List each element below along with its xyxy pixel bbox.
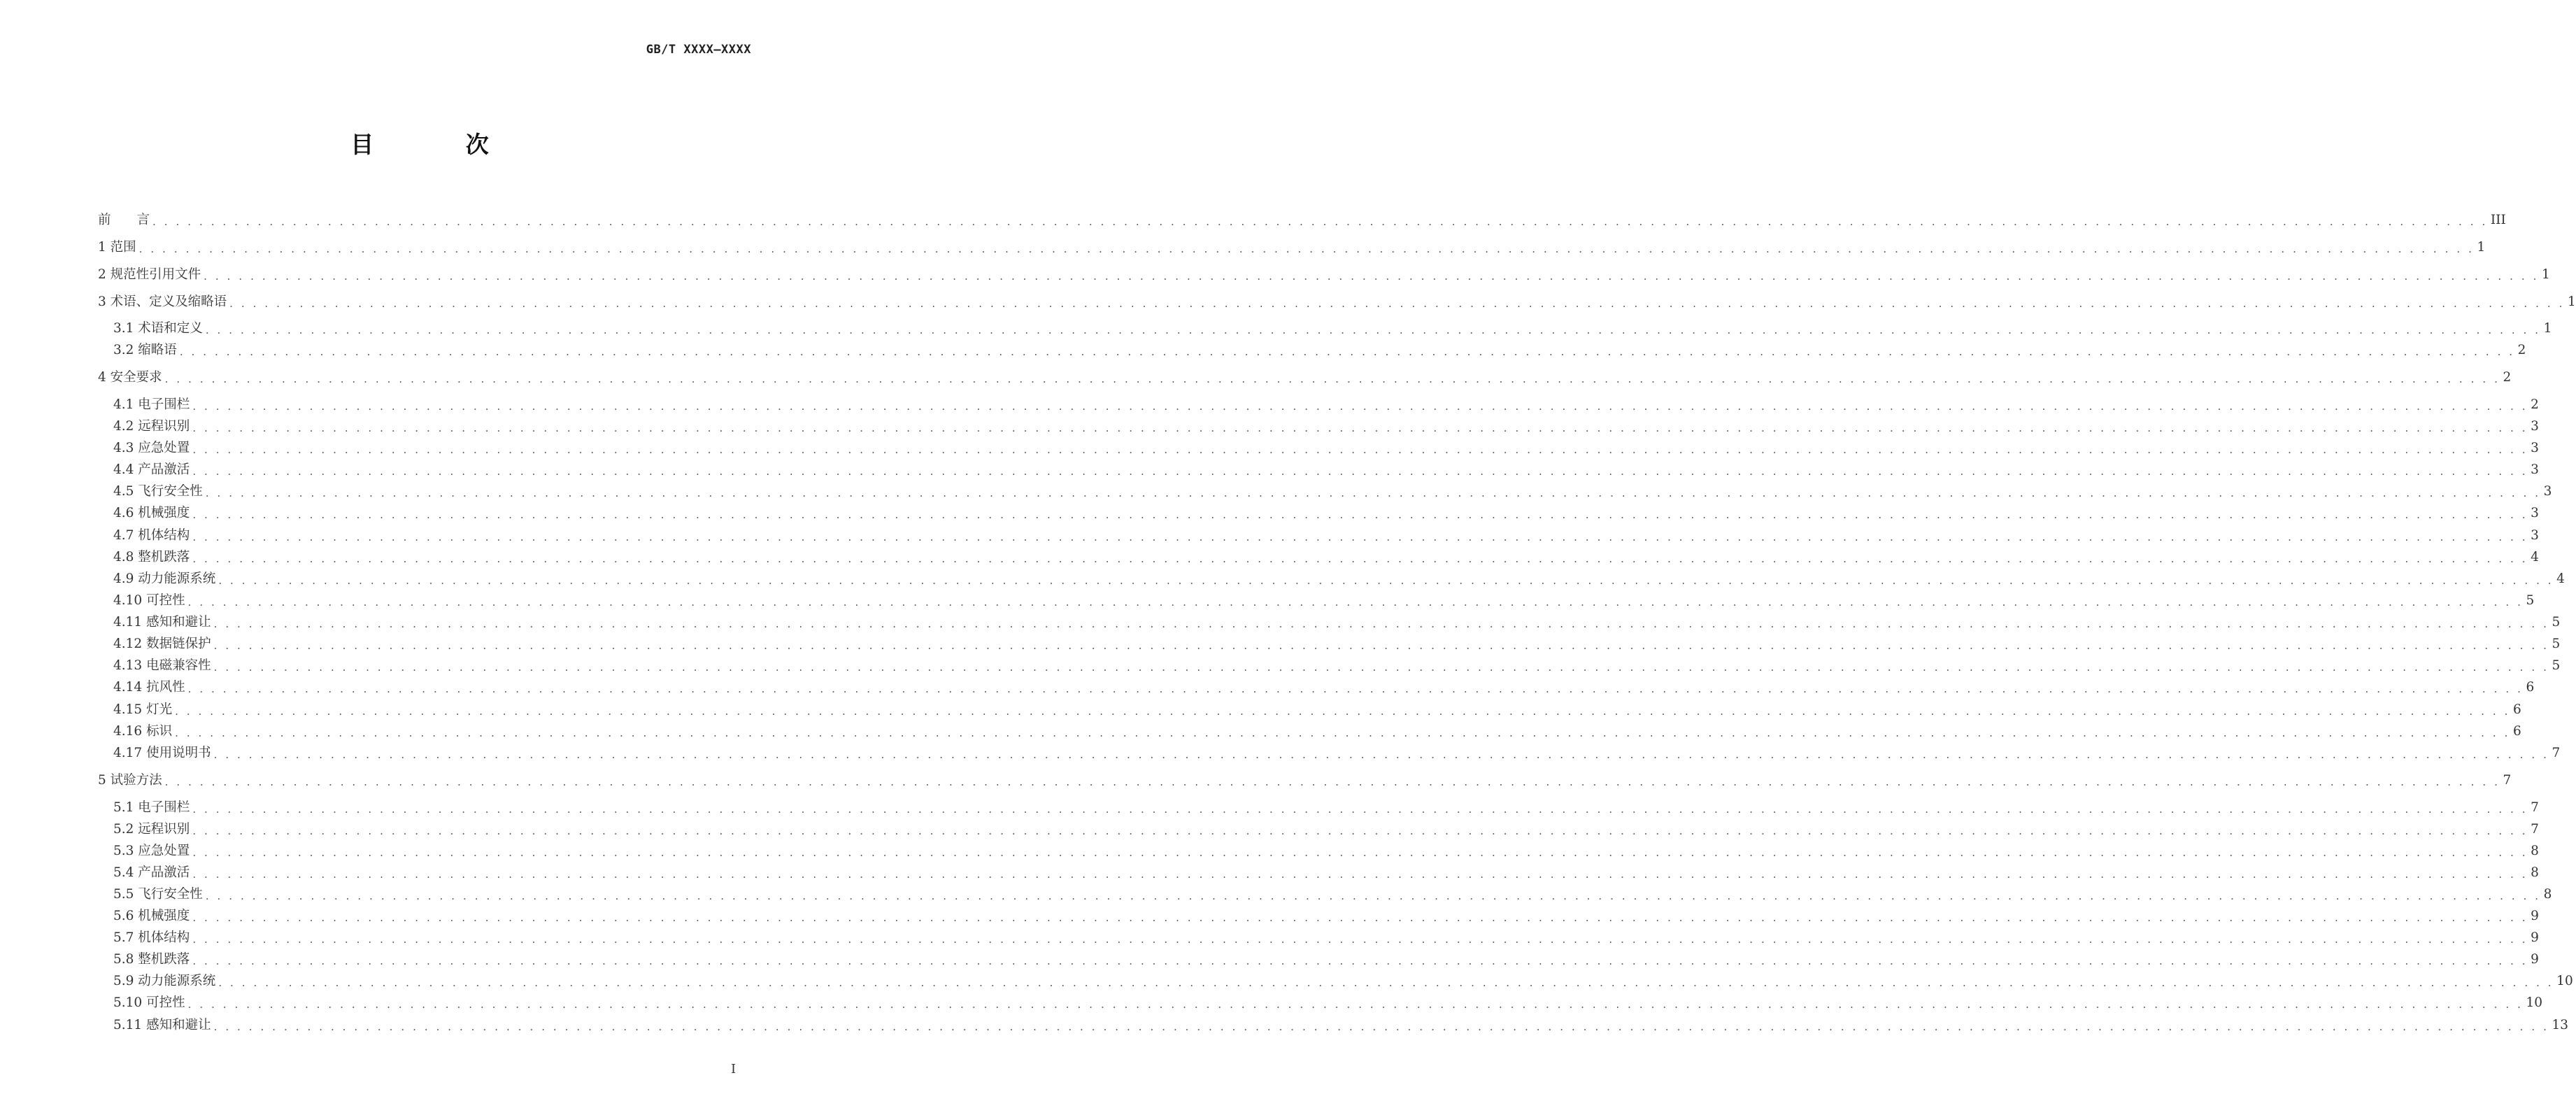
toc-entry[interactable] [113, 701, 2521, 719]
toc-entry[interactable] [113, 907, 2539, 925]
dot-leader: . . . . . . . . . . . . . . . . . . . . . . . . . . . . . . . . . . . . . . . . . . . . . . . . . . . . . . . . . . . . . . . . . . . . . . . . . . . . . . . . . . . . . . . . . . . . . . . . . . . . . . . . . . . . . . . . . . . . . . . . . . . . . . . . . . . . . . . . . . . . . . . . . . . . . . . . . . . . . . . . . . . . . . . . . . . . . . . . . . . . . . . . . . . . . . . . . . . . . . . . [205, 890, 2541, 902]
dot-leader: . . . . . . . . . . . . . . . . . . . . . . . . . . . . . . . . . . . . . . . . . . . . . . . . . . . . . . . . . . . . . . . . . . . . . . . . . . . . . . . . . . . . . . . . . . . . . . . . . . . . . . . . . . . . . . . . . . . . . . . . . . . . . . . . . . . . . . . . . . . . . . . . . . . . . . . . . . . . . . . . . . . . . . . . . . . . . . . . . . . . . . . . . . . . . . . . . . . . . . . . [213, 639, 2549, 652]
dot-leader: . . . . . . . . . . . . . . . . . . . . . . . . . . . . . . . . . . . . . . . . . . . . . . . . . . . . . . . . . . . . . . . . . . . . . . . . . . . . . . . . . . . . . . . . . . . . . . . . . . . . . . . . . . . . . . . . . . . . . . . . . . . . . . . . . . . . . . . . . . . . . . . . . . . . . . . . . . . . . . . . . . . . . . . . . . . . . . . . . . . . . . . . . . . . . . . . . . . . . . . . [192, 553, 2528, 565]
toc-entry-label: 4.11 感知和避让 [113, 615, 211, 630]
toc-entry[interactable] [113, 439, 2539, 457]
dot-leader: . . . . . . . . . . . . . . . . . . . . . . . . . . . . . . . . . . . . . . . . . . . . . . . . . . . . . . . . . . . . . . . . . . . . . . . . . . . . . . . . . . . . . . . . . . . . . . . . . . . . . . . . . . . . . . . . . . . . . . . . . . . . . . . . . . . . . . . . . . . . . . . . . . . . . . . . . . . . . . . . . . . . . . . . . . . . . . . . . . . . . . . . . . . . . . . . . . . . . . . . [218, 574, 2554, 587]
toc-entry[interactable] [98, 266, 2550, 284]
toc-entry-page: 2 [2517, 343, 2526, 357]
toc-entry-label: 3 术语、定义及缩略语 [98, 294, 227, 309]
toc-entry[interactable] [113, 592, 2535, 610]
toc-entry-label: 4.10 可控性 [113, 593, 185, 608]
toc-entry-page: 9 [2531, 930, 2539, 945]
toc-entry[interactable] [113, 679, 2535, 697]
toc-entry-label: 2 规范性引用文件 [98, 267, 201, 282]
dot-leader: . . . . . . . . . . . . . . . . . . . . . . . . . . . . . . . . . . . . . . . . . . . . . . . . . . . . . . . . . . . . . . . . . . . . . . . . . . . . . . . . . . . . . . . . . . . . . . . . . . . . . . . . . . . . . . . . . . . . . . . . . . . . . . . . . . . . . . . . . . . . . . . . . . . . . . . . . . . . . . . . . . . . . . . . . . . . . . . . . . . . . . . . . . . . . . . . . . . . . . . . [229, 297, 2566, 310]
toc-entry-label: 5.6 机械强度 [113, 909, 190, 923]
toc-entry-label: 4.13 电磁兼容性 [113, 658, 211, 673]
dot-leader: . . . . . . . . . . . . . . . . . . . . . . . . . . . . . . . . . . . . . . . . . . . . . . . . . . . . . . . . . . . . . . . . . . . . . . . . . . . . . . . . . . . . . . . . . . . . . . . . . . . . . . . . . . . . . . . . . . . . . . . . . . . . . . . . . . . . . . . . . . . . . . . . . . . . . . . . . . . . . . . . . . . . . . . . . . . . . . . . . . . . . . . . . . . . . . . . . . . . . . . . [164, 373, 2500, 385]
toc-entry-page: 1 [2477, 240, 2486, 255]
toc-entry-page: 7 [2531, 822, 2539, 837]
dot-leader: . . . . . . . . . . . . . . . . . . . . . . . . . . . . . . . . . . . . . . . . . . . . . . . . . . . . . . . . . . . . . . . . . . . . . . . . . . . . . . . . . . . . . . . . . . . . . . . . . . . . . . . . . . . . . . . . . . . . . . . . . . . . . . . . . . . . . . . . . . . . . . . . . . . . . . . . . . . . . . . . . . . . . . . . . . . . . . . . . . . . . . . . . . . . . . . . . . . . . . . . [164, 776, 2500, 788]
toc-entry-page: 3 [2543, 484, 2552, 499]
toc-entry-label: 5.7 机体结构 [113, 930, 190, 945]
toc-entry-label: 4.6 机械强度 [113, 506, 190, 520]
toc-entry-label: 4 安全要求 [98, 370, 162, 385]
toc-entry-page: 2 [2503, 370, 2512, 385]
toc-entry-label: 4.7 机体结构 [113, 528, 190, 543]
toc-entry-page: 3 [2531, 528, 2539, 543]
toc-entry-label: 4.3 应急处置 [113, 441, 190, 455]
toc-entry[interactable] [113, 1016, 2568, 1035]
toc-entry[interactable] [98, 772, 2512, 790]
toc-entry-label: 1 范围 [98, 240, 136, 255]
toc-entry-page: 5 [2552, 658, 2561, 673]
toc-entry[interactable] [113, 886, 2552, 904]
toc-entry[interactable] [113, 320, 2552, 338]
toc-entry[interactable] [113, 994, 2542, 1012]
dot-leader: . . . . . . . . . . . . . . . . . . . . . . . . . . . . . . . . . . . . . . . . . . . . . . . . . . . . . . . . . . . . . . . . . . . . . . . . . . . . . . . . . . . . . . . . . . . . . . . . . . . . . . . . . . . . . . . . . . . . . . . . . . . . . . . . . . . . . . . . . . . . . . . . . . . . . . . . . . . . . . . . . . . . . . . . . . . . . . . . . . . . . . . . . . . . . . . . . . . . . . . . [192, 465, 2528, 478]
toc-entry-label: 5.11 感知和避让 [113, 1018, 211, 1032]
toc-entry-page: 5 [2552, 637, 2561, 651]
toc-entry-page: 7 [2552, 746, 2561, 760]
toc-entry-page: 6 [2512, 724, 2521, 739]
toc-entry[interactable] [98, 211, 2506, 229]
toc-entry[interactable] [113, 548, 2539, 567]
dot-leader: . . . . . . . . . . . . . . . . . . . . . . . . . . . . . . . . . . . . . . . . . . . . . . . . . . . . . . . . . . . . . . . . . . . . . . . . . . . . . . . . . . . . . . . . . . . . . . . . . . . . . . . . . . . . . . . . . . . . . . . . . . . . . . . . . . . . . . . . . . . . . . . . . . . . . . . . . . . . . . . . . . . . . . . . . . . . . . . . . . . . . . . . . . . . . . . . . . . . . . . . [213, 748, 2549, 761]
dot-leader: . . . . . . . . . . . . . . . . . . . . . . . . . . . . . . . . . . . . . . . . . . . . . . . . . . . . . . . . . . . . . . . . . . . . . . . . . . . . . . . . . . . . . . . . . . . . . . . . . . . . . . . . . . . . . . . . . . . . . . . . . . . . . . . . . . . . . . . . . . . . . . . . . . . . . . . . . . . . . . . . . . . . . . . . . . . . . . . . . . . . . . . . . . . . . . . . . . . . . . . . [175, 727, 2510, 739]
dot-leader: . . . . . . . . . . . . . . . . . . . . . . . . . . . . . . . . . . . . . . . . . . . . . . . . . . . . . . . . . . . . . . . . . . . . . . . . . . . . . . . . . . . . . . . . . . . . . . . . . . . . . . . . . . . . . . . . . . . . . . . . . . . . . . . . . . . . . . . . . . . . . . . . . . . . . . . . . . . . . . . . . . . . . . . . . . . . . . . . . . . . . . . . . . . . . . . . . . . . . . . . [205, 487, 2541, 499]
toc-entry[interactable] [113, 396, 2539, 414]
toc-entry-page: 3 [2531, 419, 2539, 434]
dot-leader: . . . . . . . . . . . . . . . . . . . . . . . . . . . . . . . . . . . . . . . . . . . . . . . . . . . . . . . . . . . . . . . . . . . . . . . . . . . . . . . . . . . . . . . . . . . . . . . . . . . . . . . . . . . . . . . . . . . . . . . . . . . . . . . . . . . . . . . . . . . . . . . . . . . . . . . . . . . . . . . . . . . . . . . . . . . . . . . . . . . . . . . . . . . . . . . . . . . . . . . . [192, 933, 2528, 946]
dot-leader: . . . . . . . . . . . . . . . . . . . . . . . . . . . . . . . . . . . . . . . . . . . . . . . . . . . . . . . . . . . . . . . . . . . . . . . . . . . . . . . . . . . . . . . . . . . . . . . . . . . . . . . . . . . . . . . . . . . . . . . . . . . . . . . . . . . . . . . . . . . . . . . . . . . . . . . . . . . . . . . . . . . . . . . . . . . . . . . . . . . . . . . . . . . . . . . . . . . . . . . . [213, 1021, 2549, 1033]
toc-entry-page: 9 [2531, 952, 2539, 967]
toc-entry-label: 5.9 动力能源系统 [113, 974, 216, 988]
dot-leader: . . . . . . . . . . . . . . . . . . . . . . . . . . . . . . . . . . . . . . . . . . . . . . . . . . . . . . . . . . . . . . . . . . . . . . . . . . . . . . . . . . . . . . . . . . . . . . . . . . . . . . . . . . . . . . . . . . . . . . . . . . . . . . . . . . . . . . . . . . . . . . . . . . . . . . . . . . . . . . . . . . . . . . . . . . . . . . . . . . . . . . . . . . . . . . . . . . . . . . . . [175, 705, 2510, 718]
toc-entry-label: 4.9 动力能源系统 [113, 571, 216, 586]
toc-entry-label: 4.2 远程识别 [113, 419, 190, 434]
toc-entry-page: 7 [2531, 800, 2539, 815]
toc-entry[interactable] [113, 504, 2539, 523]
toc-entry-label: 4.15 灯光 [113, 702, 173, 717]
toc-entry-page: 3 [2531, 441, 2539, 455]
toc-entry-label: 5.3 应急处置 [113, 844, 190, 858]
standard-code: GB/T XXXX—XXXX [646, 43, 751, 57]
toc-entry[interactable] [113, 799, 2539, 817]
toc-entry-label: 4.5 飞行安全性 [113, 484, 203, 499]
toc-entry-label: 4.8 整机跌落 [113, 550, 190, 564]
page-number: I [731, 1062, 736, 1077]
toc-entry-page: 1 [2542, 267, 2550, 282]
toc-entry[interactable] [113, 972, 2573, 990]
toc-entry-page: 4 [2556, 571, 2565, 586]
dot-leader: . . . . . . . . . . . . . . . . . . . . . . . . . . . . . . . . . . . . . . . . . . . . . . . . . . . . . . . . . . . . . . . . . . . . . . . . . . . . . . . . . . . . . . . . . . . . . . . . . . . . . . . . . . . . . . . . . . . . . . . . . . . . . . . . . . . . . . . . . . . . . . . . . . . . . . . . . . . . . . . . . . . . . . . . . . . . . . . . . . . . . . . . . . . . . . . . . . . . . . . . [205, 324, 2541, 336]
toc-entry-page: 13 [2552, 1018, 2568, 1032]
toc-entry-label: 4.16 标识 [113, 724, 173, 739]
toc-entry[interactable] [113, 461, 2539, 479]
dot-leader: . . . . . . . . . . . . . . . . . . . . . . . . . . . . . . . . . . . . . . . . . . . . . . . . . . . . . . . . . . . . . . . . . . . . . . . . . . . . . . . . . . . . . . . . . . . . . . . . . . . . . . . . . . . . . . . . . . . . . . . . . . . . . . . . . . . . . . . . . . . . . . . . . . . . . . . . . . . . . . . . . . . . . . . . . . . . . . . . . . . . . . . . . . . . . . . . . . . . . . . . [218, 976, 2554, 989]
toc-entry[interactable] [113, 657, 2561, 675]
toc-entry[interactable] [113, 341, 2526, 360]
dot-leader: . . . . . . . . . . . . . . . . . . . . . . . . . . . . . . . . . . . . . . . . . . . . . . . . . . . . . . . . . . . . . . . . . . . . . . . . . . . . . . . . . . . . . . . . . . . . . . . . . . . . . . . . . . . . . . . . . . . . . . . . . . . . . . . . . . . . . . . . . . . . . . . . . . . . . . . . . . . . . . . . . . . . . . . . . . . . . . . . . . . . . . . . . . . . . . . . . . . . . . . . [187, 998, 2524, 1011]
dot-leader: . . . . . . . . . . . . . . . . . . . . . . . . . . . . . . . . . . . . . . . . . . . . . . . . . . . . . . . . . . . . . . . . . . . . . . . . . . . . . . . . . . . . . . . . . . . . . . . . . . . . . . . . . . . . . . . . . . . . . . . . . . . . . . . . . . . . . . . . . . . . . . . . . . . . . . . . . . . . . . . . . . . . . . . . . . . . . . . . . . . . . . . . . . . . . . . . . . . . . . . . [138, 243, 2475, 255]
toc-entry-label: 5.10 可控性 [113, 995, 185, 1010]
toc-entry-label: 3.1 术语和定义 [113, 321, 203, 336]
toc-entry-label: 5.5 飞行安全性 [113, 887, 203, 902]
page-title: 目 次 [350, 131, 531, 158]
toc-entry[interactable] [98, 239, 2486, 257]
toc-entry[interactable] [113, 744, 2561, 762]
toc-entry-page: 5 [2526, 593, 2535, 608]
toc-entry[interactable] [113, 951, 2539, 969]
toc-entry-label: 3.2 缩略语 [113, 343, 177, 357]
toc-entry-page: III [2490, 213, 2506, 227]
toc-entry[interactable] [113, 527, 2539, 545]
toc-entry-page: 6 [2512, 702, 2521, 717]
toc-entry-label: 4.12 数据链保护 [113, 637, 211, 651]
dot-leader: . . . . . . . . . . . . . . . . . . . . . . . . . . . . . . . . . . . . . . . . . . . . . . . . . . . . . . . . . . . . . . . . . . . . . . . . . . . . . . . . . . . . . . . . . . . . . . . . . . . . . . . . . . . . . . . . . . . . . . . . . . . . . . . . . . . . . . . . . . . . . . . . . . . . . . . . . . . . . . . . . . . . . . . . . . . . . . . . . . . . . . . . . . . . . . . . . . . . . . . . [192, 400, 2528, 413]
toc-entry-page: 9 [2531, 909, 2539, 923]
dot-leader: . . . . . . . . . . . . . . . . . . . . . . . . . . . . . . . . . . . . . . . . . . . . . . . . . . . . . . . . . . . . . . . . . . . . . . . . . . . . . . . . . . . . . . . . . . . . . . . . . . . . . . . . . . . . . . . . . . . . . . . . . . . . . . . . . . . . . . . . . . . . . . . . . . . . . . . . . . . . . . . . . . . . . . . . . . . . . . . . . . . . . . . . . . . . . . . . . . . . . . . . [192, 846, 2528, 859]
toc-entry-page: 3 [2531, 462, 2539, 477]
toc-entry[interactable] [113, 929, 2539, 947]
dot-leader: . . . . . . . . . . . . . . . . . . . . . . . . . . . . . . . . . . . . . . . . . . . . . . . . . . . . . . . . . . . . . . . . . . . . . . . . . . . . . . . . . . . . . . . . . . . . . . . . . . . . . . . . . . . . . . . . . . . . . . . . . . . . . . . . . . . . . . . . . . . . . . . . . . . . . . . . . . . . . . . . . . . . . . . . . . . . . . . . . . . . . . . . . . . . . . . . . . . . . . . . [192, 825, 2528, 837]
toc-entry[interactable] [113, 418, 2539, 436]
dot-leader: . . . . . . . . . . . . . . . . . . . . . . . . . . . . . . . . . . . . . . . . . . . . . . . . . . . . . . . . . . . . . . . . . . . . . . . . . . . . . . . . . . . . . . . . . . . . . . . . . . . . . . . . . . . . . . . . . . . . . . . . . . . . . . . . . . . . . . . . . . . . . . . . . . . . . . . . . . . . . . . . . . . . . . . . . . . . . . . . . . . . . . . . . . . . . . . . . . . . . . . . [192, 803, 2528, 816]
toc-entry-label: 前 言 [98, 213, 150, 227]
toc-entry-page: 3 [2531, 506, 2539, 520]
dot-leader: . . . . . . . . . . . . . . . . . . . . . . . . . . . . . . . . . . . . . . . . . . . . . . . . . . . . . . . . . . . . . . . . . . . . . . . . . . . . . . . . . . . . . . . . . . . . . . . . . . . . . . . . . . . . . . . . . . . . . . . . . . . . . . . . . . . . . . . . . . . . . . . . . . . . . . . . . . . . . . . . . . . . . . . . . . . . . . . . . . . . . . . . . . . . . . . . . . . . . . . . [192, 911, 2528, 924]
toc-entry-page: 5 [2552, 615, 2561, 630]
toc-entry-page: 1 [2568, 294, 2576, 309]
toc-entry[interactable] [113, 821, 2539, 839]
toc-entry-page: 4 [2531, 550, 2539, 564]
dot-leader: . . . . . . . . . . . . . . . . . . . . . . . . . . . . . . . . . . . . . . . . . . . . . . . . . . . . . . . . . . . . . . . . . . . . . . . . . . . . . . . . . . . . . . . . . . . . . . . . . . . . . . . . . . . . . . . . . . . . . . . . . . . . . . . . . . . . . . . . . . . . . . . . . . . . . . . . . . . . . . . . . . . . . . . . . . . . . . . . . . . . . . . . . . . . . . . . . . . . . . . . [187, 596, 2524, 609]
toc-entry-label: 4.14 抗风性 [113, 680, 185, 695]
toc-entry[interactable] [113, 483, 2552, 501]
toc-entry-page: 10 [2556, 974, 2573, 988]
toc-entry-page: 10 [2526, 995, 2542, 1010]
dot-leader: . . . . . . . . . . . . . . . . . . . . . . . . . . . . . . . . . . . . . . . . . . . . . . . . . . . . . . . . . . . . . . . . . . . . . . . . . . . . . . . . . . . . . . . . . . . . . . . . . . . . . . . . . . . . . . . . . . . . . . . . . . . . . . . . . . . . . . . . . . . . . . . . . . . . . . . . . . . . . . . . . . . . . . . . . . . . . . . . . . . . . . . . . . . . . . . . . . . . . . . . [204, 270, 2540, 283]
toc-entry[interactable] [113, 723, 2521, 741]
dot-leader: . . . . . . . . . . . . . . . . . . . . . . . . . . . . . . . . . . . . . . . . . . . . . . . . . . . . . . . . . . . . . . . . . . . . . . . . . . . . . . . . . . . . . . . . . . . . . . . . . . . . . . . . . . . . . . . . . . . . . . . . . . . . . . . . . . . . . . . . . . . . . . . . . . . . . . . . . . . . . . . . . . . . . . . . . . . . . . . . . . . . . . . . . . . . . . . . . . . . . . . . [192, 955, 2528, 967]
toc-entry[interactable] [113, 635, 2561, 653]
toc-entry-label: 4.1 电子围栏 [113, 397, 190, 412]
toc-entry[interactable] [113, 842, 2539, 860]
dot-leader: . . . . . . . . . . . . . . . . . . . . . . . . . . . . . . . . . . . . . . . . . . . . . . . . . . . . . . . . . . . . . . . . . . . . . . . . . . . . . . . . . . . . . . . . . . . . . . . . . . . . . . . . . . . . . . . . . . . . . . . . . . . . . . . . . . . . . . . . . . . . . . . . . . . . . . . . . . . . . . . . . . . . . . . . . . . . . . . . . . . . . . . . . . . . . . . . . . . . . . . . [213, 661, 2549, 674]
toc-entry-page: 1 [2543, 321, 2552, 336]
dot-leader: . . . . . . . . . . . . . . . . . . . . . . . . . . . . . . . . . . . . . . . . . . . . . . . . . . . . . . . . . . . . . . . . . . . . . . . . . . . . . . . . . . . . . . . . . . . . . . . . . . . . . . . . . . . . . . . . . . . . . . . . . . . . . . . . . . . . . . . . . . . . . . . . . . . . . . . . . . . . . . . . . . . . . . . . . . . . . . . . . . . . . . . . . . . . . . . . . . . . . . . . [192, 443, 2528, 456]
toc-entry-page: 7 [2503, 773, 2512, 788]
dot-leader: . . . . . . . . . . . . . . . . . . . . . . . . . . . . . . . . . . . . . . . . . . . . . . . . . . . . . . . . . . . . . . . . . . . . . . . . . . . . . . . . . . . . . . . . . . . . . . . . . . . . . . . . . . . . . . . . . . . . . . . . . . . . . . . . . . . . . . . . . . . . . . . . . . . . . . . . . . . . . . . . . . . . . . . . . . . . . . . . . . . . . . . . . . . . . . . . . . . . . . . . [192, 509, 2528, 521]
toc-entry-label: 5.4 产品激活 [113, 865, 190, 880]
dot-leader: . . . . . . . . . . . . . . . . . . . . . . . . . . . . . . . . . . . . . . . . . . . . . . . . . . . . . . . . . . . . . . . . . . . . . . . . . . . . . . . . . . . . . . . . . . . . . . . . . . . . . . . . . . . . . . . . . . . . . . . . . . . . . . . . . . . . . . . . . . . . . . . . . . . . . . . . . . . . . . . . . . . . . . . . . . . . . . . . . . . . . . . . . . . . . . . . . . . . . . . . [187, 683, 2524, 695]
toc-entry[interactable] [113, 864, 2539, 882]
toc-entry-label: 5.8 整机跌落 [113, 952, 190, 967]
toc-entry-page: 2 [2531, 397, 2539, 412]
toc-entry-page: 6 [2526, 680, 2535, 695]
dot-leader: . . . . . . . . . . . . . . . . . . . . . . . . . . . . . . . . . . . . . . . . . . . . . . . . . . . . . . . . . . . . . . . . . . . . . . . . . . . . . . . . . . . . . . . . . . . . . . . . . . . . . . . . . . . . . . . . . . . . . . . . . . . . . . . . . . . . . . . . . . . . . . . . . . . . . . . . . . . . . . . . . . . . . . . . . . . . . . . . . . . . . . . . . . . . . . . . . . . . . . . . [192, 531, 2528, 544]
toc-entry-page: 8 [2531, 865, 2539, 880]
dot-leader: . . . . . . . . . . . . . . . . . . . . . . . . . . . . . . . . . . . . . . . . . . . . . . . . . . . . . . . . . . . . . . . . . . . . . . . . . . . . . . . . . . . . . . . . . . . . . . . . . . . . . . . . . . . . . . . . . . . . . . . . . . . . . . . . . . . . . . . . . . . . . . . . . . . . . . . . . . . . . . . . . . . . . . . . . . . . . . . . . . . . . . . . . . . . . . . . . . . . . . . . [213, 618, 2549, 630]
toc-entry[interactable] [98, 369, 2512, 387]
dot-leader: . . . . . . . . . . . . . . . . . . . . . . . . . . . . . . . . . . . . . . . . . . . . . . . . . . . . . . . . . . . . . . . . . . . . . . . . . . . . . . . . . . . . . . . . . . . . . . . . . . . . . . . . . . . . . . . . . . . . . . . . . . . . . . . . . . . . . . . . . . . . . . . . . . . . . . . . . . . . . . . . . . . . . . . . . . . . . . . . . . . . . . . . . . . . . . . . . . . . . . . . [179, 346, 2515, 358]
toc-entry[interactable] [113, 613, 2561, 632]
toc-entry-label: 5.1 电子围栏 [113, 800, 190, 815]
toc-entry[interactable] [113, 570, 2565, 588]
toc-entry[interactable] [98, 293, 2576, 311]
dot-leader: . . . . . . . . . . . . . . . . . . . . . . . . . . . . . . . . . . . . . . . . . . . . . . . . . . . . . . . . . . . . . . . . . . . . . . . . . . . . . . . . . . . . . . . . . . . . . . . . . . . . . . . . . . . . . . . . . . . . . . . . . . . . . . . . . . . . . . . . . . . . . . . . . . . . . . . . . . . . . . . . . . . . . . . . . . . . . . . . . . . . . . . . . . . . . . . . . . . . . . . . [192, 868, 2528, 881]
toc-entry-label: 4.4 产品激活 [113, 462, 190, 477]
toc-entry-page: 8 [2543, 887, 2552, 902]
dot-leader: . . . . . . . . . . . . . . . . . . . . . . . . . . . . . . . . . . . . . . . . . . . . . . . . . . . . . . . . . . . . . . . . . . . . . . . . . . . . . . . . . . . . . . . . . . . . . . . . . . . . . . . . . . . . . . . . . . . . . . . . . . . . . . . . . . . . . . . . . . . . . . . . . . . . . . . . . . . . . . . . . . . . . . . . . . . . . . . . . . . . . . . . . . . . . . . . . . . . . . . . [152, 215, 2488, 228]
dot-leader: . . . . . . . . . . . . . . . . . . . . . . . . . . . . . . . . . . . . . . . . . . . . . . . . . . . . . . . . . . . . . . . . . . . . . . . . . . . . . . . . . . . . . . . . . . . . . . . . . . . . . . . . . . . . . . . . . . . . . . . . . . . . . . . . . . . . . . . . . . . . . . . . . . . . . . . . . . . . . . . . . . . . . . . . . . . . . . . . . . . . . . . . . . . . . . . . . . . . . . . . [192, 422, 2528, 434]
toc-entry-label: 5 试验方法 [98, 773, 162, 788]
toc-entry-page: 8 [2531, 844, 2539, 858]
toc-entry-label: 5.2 远程识别 [113, 822, 190, 837]
toc-entry-label: 4.17 使用说明书 [113, 746, 211, 760]
